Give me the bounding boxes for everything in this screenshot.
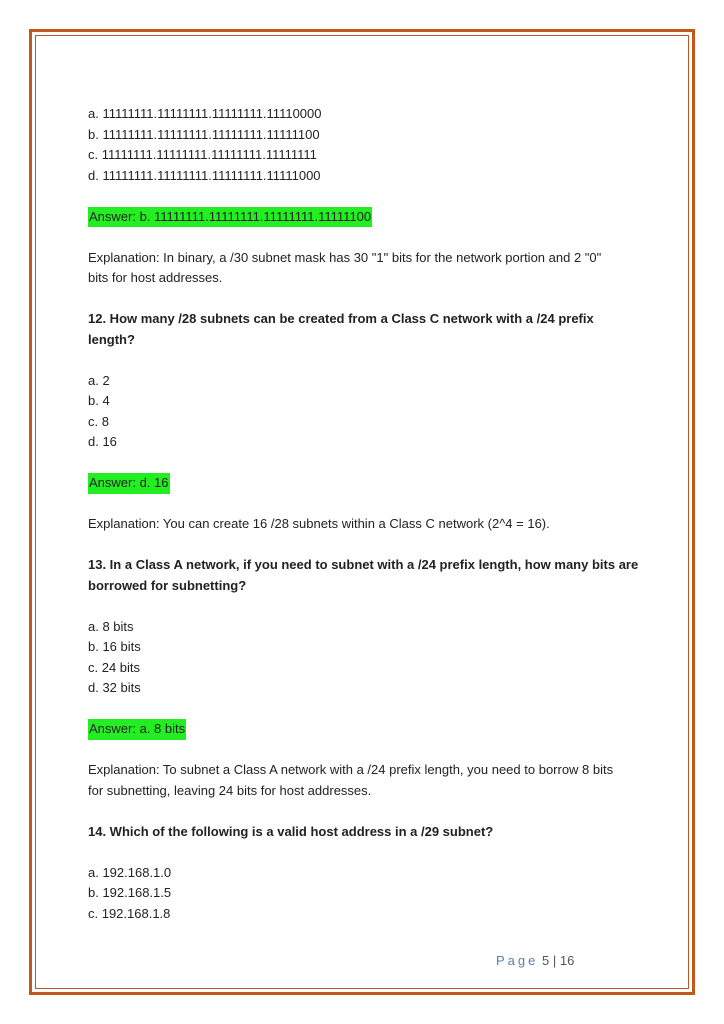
q11-answer: Answer: b. 11111111.11111111.11111111.11111100 <box>88 207 372 228</box>
footer-page-word: Page <box>496 953 539 968</box>
q12-option-b: b. 4 <box>88 393 110 408</box>
q11-explanation-line2: bits for host addresses. <box>88 270 223 285</box>
q11-options <box>88 104 648 186</box>
q13-question-line1: 13. In a Class A network, if you need to subnet with a /24 prefix length, how many bits are <box>88 557 639 572</box>
q13-answer: Answer: a. 8 bits <box>88 719 186 740</box>
q14-option-b: b. 192.168.1.5 <box>88 885 172 900</box>
q13-explanation-line1: Explanation: To subnet a Class A network with a /24 prefix length, you need to borrow 8 bits <box>88 762 614 777</box>
q12-answer: Answer: d. 16 <box>88 473 170 494</box>
q13-option-b: b. 16 bits <box>88 639 141 654</box>
q13-question-line2: borrowed for subnetting? <box>88 577 247 593</box>
q11-option-a: a. 11111111.11111111.11111111.11110000 <box>88 106 322 121</box>
q11-explanation-line1: Explanation: In binary, a /30 subnet mask has 30 "1" bits for the network portion and 2 "0" <box>88 249 602 265</box>
page-footer <box>496 953 574 968</box>
q11-option-c: c. 11111111.11111111.11111111.11111111 <box>88 147 317 162</box>
footer-separator: | <box>552 953 557 968</box>
footer-page-number: 5 <box>542 953 550 968</box>
q12-question-line1: 12. How many /28 subnets can be created from a Class C network with a /24 prefix <box>88 311 594 326</box>
q12-option-c: c. 8 <box>88 413 109 429</box>
q13-explanation-line2: for subnetting, leaving 24 bits for host addresses. <box>88 782 372 798</box>
q12-option-a: a. 2 <box>88 372 110 388</box>
q13-option-c: c. 24 bits <box>88 659 141 675</box>
q13-option-a: a. 8 bits <box>88 618 134 634</box>
q12-explanation: Explanation: You can create 16 /28 subnets within a Class C network (2^4 = 16). <box>88 516 550 531</box>
q13-option-d: d. 32 bits <box>88 680 141 695</box>
q11-option-b: b. 11111111.11111111.11111111.11111100 <box>88 126 320 142</box>
q14-option-a: a. 192.168.1.0 <box>88 864 172 880</box>
q12-option-d: d. 16 <box>88 434 117 449</box>
q12-question-line2: length? <box>88 331 135 347</box>
page-content <box>88 104 648 924</box>
footer-total-pages: 16 <box>559 953 575 968</box>
q14-question: 14. Which of the following is a valid host address in a /29 subnet? <box>88 823 494 839</box>
q11-option-d: d. 11111111.11111111.11111111.11111000 <box>88 167 321 183</box>
q14-option-c: c. 192.168.1.8 <box>88 905 171 921</box>
